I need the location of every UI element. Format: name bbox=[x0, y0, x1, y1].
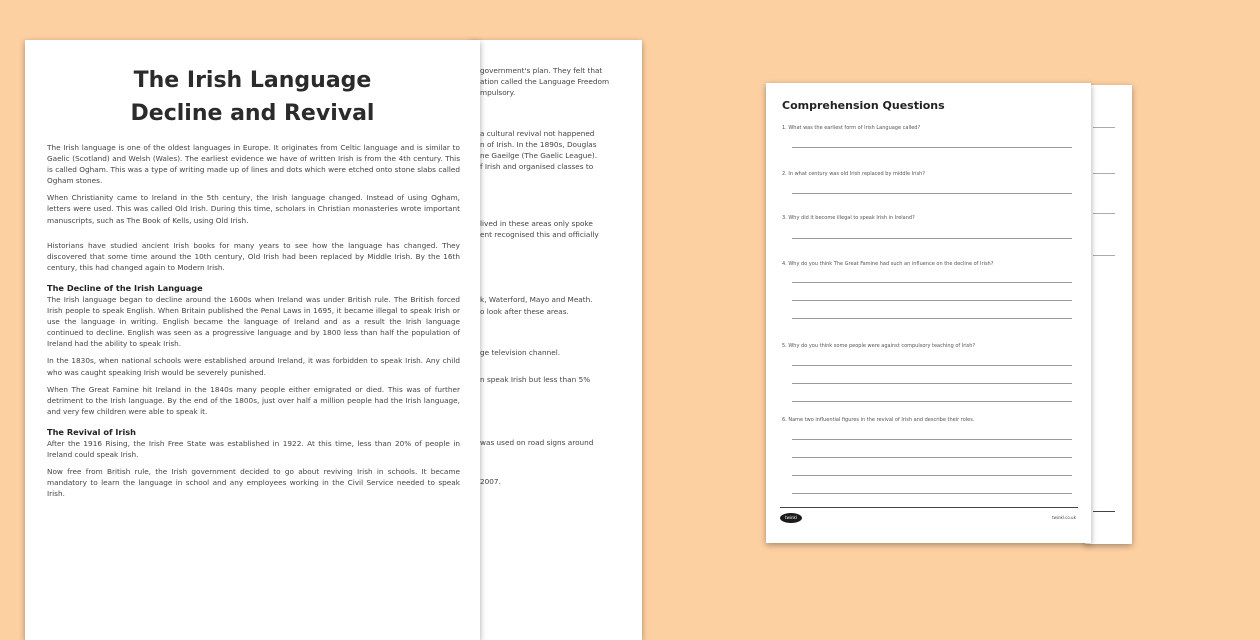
answer-line bbox=[1093, 255, 1115, 256]
fragment-line: a cultural revival not happened bbox=[480, 129, 595, 138]
section-heading-decline: The Decline of the Irish Language bbox=[47, 282, 203, 293]
fragment-line: f Irish and organised classes to bbox=[480, 162, 594, 171]
fragment-line: ne Gaeilge (The Gaelic League). bbox=[480, 151, 598, 160]
fragment-line: was used on road signs around bbox=[480, 438, 594, 447]
question-3: 3. Why did it become illegal to speak Irish in Ireland? bbox=[782, 215, 915, 221]
question-1: 1. What was the earliest form of Irish Language called? bbox=[782, 125, 921, 131]
footer-line bbox=[1093, 511, 1115, 512]
paragraph: The Irish language began to decline around the 1600s when Ireland was under British rule. The British forced Irish people to speak English. When Britain published the Penal Laws in 1695, it became illegal to speak Irish or use the language in writing. English became the language of Ireland and as a result the Irish language continued to decline. English was seen as a progressive language and by 1800 less than half the population of Ireland had the ability to speak Irish. bbox=[47, 294, 460, 349]
paragraph: In the 1830s, when national schools were established around Ireland, it was forbidden to speak Irish. Any child who was caught speaking Irish would be severely punished. bbox=[47, 356, 460, 377]
question-2: 2. In what century was old Irish replaced by middle Irish? bbox=[782, 171, 926, 177]
answer-line[interactable] bbox=[792, 457, 1072, 458]
worksheet-title: Comprehension Questions bbox=[782, 99, 945, 112]
answer-line bbox=[1093, 213, 1115, 214]
answer-line[interactable] bbox=[792, 439, 1072, 440]
fragment-line: 2007. bbox=[480, 477, 501, 486]
answer-line[interactable] bbox=[792, 365, 1072, 366]
comprehension-worksheet bbox=[766, 83, 1091, 543]
title-line-1: The Irish Language bbox=[133, 68, 372, 93]
page-title bbox=[25, 64, 480, 130]
answer-line[interactable] bbox=[792, 300, 1072, 301]
fragment-line: n of Irish. In the 1890s, Douglas bbox=[480, 140, 597, 149]
paragraph: After the 1916 Rising, the Irish Free State was established in 1922. At this time, less than 20% of people in Ireland could speak Irish. bbox=[47, 438, 460, 459]
article-page bbox=[25, 40, 480, 640]
footer-text: twinkl.co.uk bbox=[1052, 515, 1076, 520]
fragment-line: n speak Irish but less than 5% bbox=[480, 375, 591, 384]
fragment-line: ent recognised this and officially bbox=[480, 230, 599, 239]
question-4: 4. Why do you think The Great Famine had such an influence on the decline of Irish? bbox=[782, 261, 994, 267]
answer-line[interactable] bbox=[792, 383, 1072, 384]
section-heading-revival: The Revival of Irish bbox=[47, 426, 136, 437]
paragraph: Historians have studied ancient Irish books for many years to see how the language has changed. They discovered that some time around the 10th century, Old Irish had been replaced by Middle Irish. By the 16th century, this had changed again to Modern Irish. bbox=[47, 240, 460, 272]
fragment-line: k, Waterford, Mayo and Meath. bbox=[480, 295, 593, 304]
back-page bbox=[470, 40, 642, 640]
answer-line bbox=[1093, 173, 1115, 174]
answer-line bbox=[1093, 127, 1115, 128]
twinkl-logo-icon: twinkl bbox=[780, 513, 802, 523]
fragment-line: lived in these areas only spoke bbox=[480, 219, 593, 228]
paragraph: When The Great Famine hit Ireland in the 1840s many people either emigrated or died. This was of further detriment to the Irish language. By the end of the 1800s, just over half a million people had the Irish language, and very few children were able to speak it. bbox=[47, 384, 460, 416]
answer-line[interactable] bbox=[792, 493, 1072, 494]
question-6: 6. Name two influential figures in the revival of Irish and describe their roles. bbox=[782, 417, 975, 423]
footer-line bbox=[780, 507, 1078, 508]
fragment-line: ation called the Language Freedom bbox=[480, 77, 610, 86]
article-body bbox=[47, 142, 460, 505]
answer-line[interactable] bbox=[792, 401, 1072, 402]
answer-line[interactable] bbox=[792, 475, 1072, 476]
fragment-line: o look after these areas. bbox=[480, 307, 569, 316]
answer-line[interactable] bbox=[792, 318, 1072, 319]
paragraph: The Irish language is one of the oldest languages in Europe. It originates from Celtic language and is similar to Gaelic (Scotland) and Welsh (Wales). The earliest evidence we have of written Irish is from the 4th century. This is called Ogham. This was a type of writing made up of lines and dots which were etched onto stone slabs called Ogham stones. bbox=[47, 143, 460, 186]
title-line-2: Decline and Revival bbox=[130, 101, 375, 126]
answer-line[interactable] bbox=[792, 147, 1072, 148]
answer-line[interactable] bbox=[792, 193, 1072, 194]
back-worksheet-page bbox=[1085, 85, 1132, 544]
question-5: 5. Why do you think some people were against compulsory teaching of Irish? bbox=[782, 343, 976, 349]
fragment-line: ge television channel. bbox=[480, 348, 561, 357]
answer-line[interactable] bbox=[792, 282, 1072, 283]
answer-line[interactable] bbox=[792, 238, 1072, 239]
fragment-line: mpulsory. bbox=[480, 88, 516, 97]
paragraph: When Christianity came to Ireland in the 5th century, the Irish language changed. Instead of using Ogham, letters were used. This was called Old Irish. During this time, scholars in Christian monasteries wrote important manuscripts, such as The Book of Kells, using Old Irish. bbox=[47, 193, 460, 225]
fragment-line: government's plan. They felt that bbox=[480, 66, 603, 75]
paragraph: Now free from British rule, the Irish government decided to go about reviving Irish in schools. It became mandatory to learn the language in school and any employees working in the Civil Service needed to speak Irish. bbox=[47, 467, 460, 499]
